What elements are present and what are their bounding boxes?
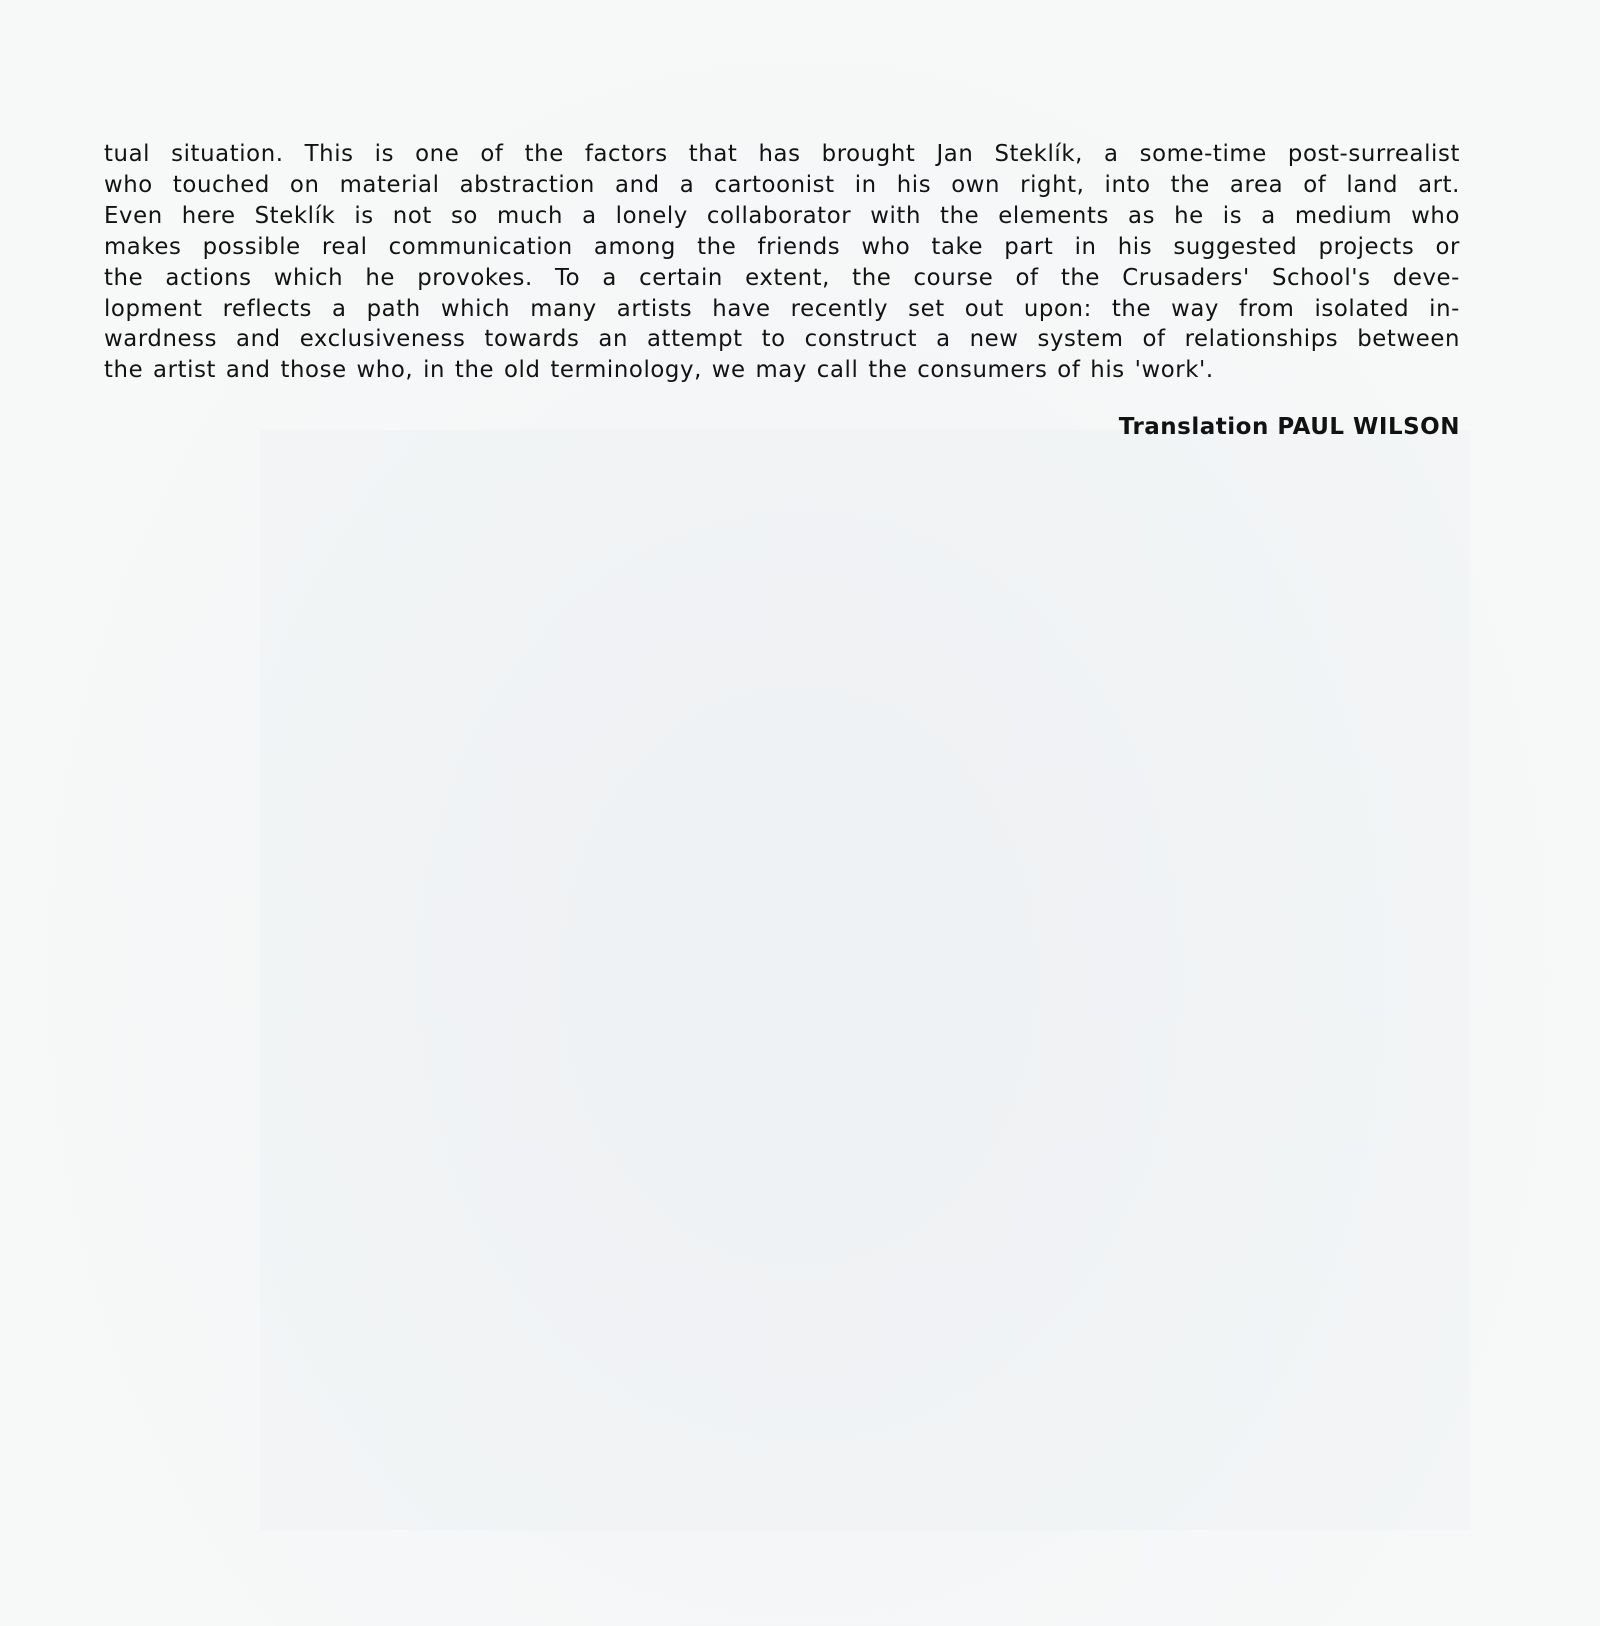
bleed-through-image bbox=[260, 430, 1470, 1530]
text-line-5: the actions which he provokes. To a certain extent, the course of the Crusaders' School's deve- bbox=[104, 264, 1460, 291]
text-line-7: wardness and exclusiveness towards an attempt to construct a new system of relationships between bbox=[104, 326, 1460, 353]
credit-name: PAUL WILSON bbox=[1277, 414, 1460, 440]
text-line-6: lopment reflects a path which many artists have recently set out upon: the way from isolated in- bbox=[104, 295, 1460, 322]
text-line-8: the artist and those who, in the old terminology, we may call the consumers of his 'work'. bbox=[104, 357, 1214, 384]
text-line-2: who touched on material abstraction and a cartoonist in his own right, into the area of land art. bbox=[104, 171, 1460, 198]
text-line-4: makes possible real communication among the friends who take part in his suggested projects or bbox=[104, 233, 1460, 260]
credit-label: Translation bbox=[1118, 414, 1269, 440]
translation-credit bbox=[1119, 414, 1460, 440]
text-line-3: Even here Steklík is not so much a lonely collaborator with the elements as he is a medium who bbox=[104, 202, 1460, 229]
text-line-1: tual situation. This is one of the factors that has brought Jan Steklík, a some-time post-surrealist bbox=[104, 141, 1460, 167]
body-paragraph bbox=[104, 139, 1460, 386]
